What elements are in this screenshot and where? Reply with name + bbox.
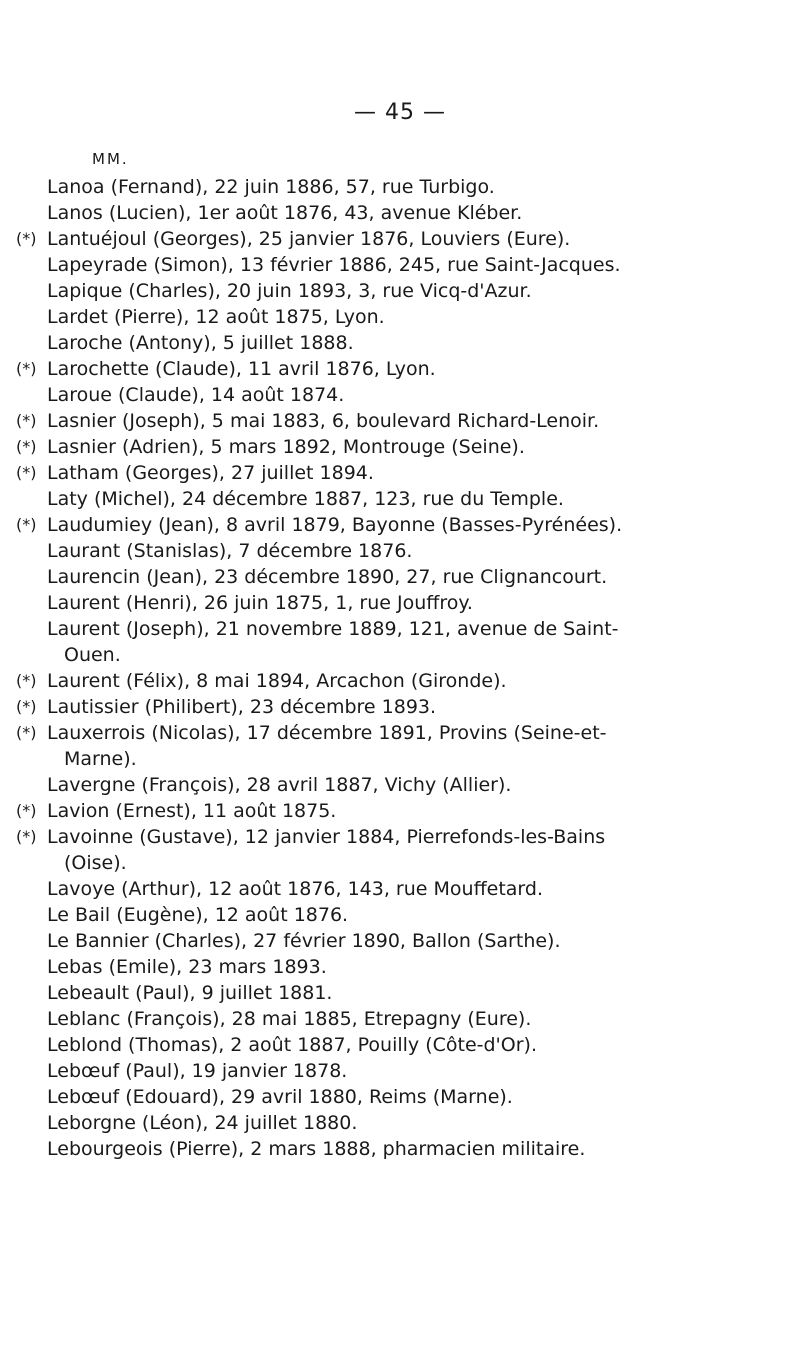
entry-text: Lavion (Ernest), 11 août 1875. (47, 800, 337, 822)
entry-text: Lapique (Charles), 20 juin 1893, 3, rue Vicq-d'Azur. (47, 280, 532, 302)
entry-text: Laty (Michel), 24 décembre 1887, 123, rue du Temple. (47, 488, 564, 510)
list-item (0, 382, 800, 408)
list-item (0, 434, 800, 460)
list-item (0, 1084, 800, 1110)
list-item (0, 564, 800, 590)
entry-text: Lautissier (Philibert), 23 décembre 1893. (47, 696, 437, 718)
entry-text: Laurent (Félix), 8 mai 1894, Arcachon (Gironde). (47, 670, 507, 692)
entry-text: Laurant (Stanislas), 7 décembre 1876. (47, 540, 413, 562)
asterisk-mark: (*) (16, 827, 37, 846)
entry-text: Lapeyrade (Simon), 13 février 1886, 245, rue Saint-Jacques. (47, 254, 621, 276)
list-item (0, 590, 800, 616)
entry-text: Lasnier (Joseph), 5 mai 1883, 6, boulevard Richard-Lenoir. (47, 410, 600, 432)
list-item (0, 668, 800, 694)
list-item (0, 954, 800, 980)
asterisk-mark: (*) (16, 463, 37, 482)
entry-text: Lauxerrois (Nicolas), 17 décembre 1891, Provins (Seine-et- (47, 722, 607, 744)
asterisk-mark: (*) (16, 723, 37, 742)
list-item (0, 200, 800, 226)
asterisk-mark: (*) (16, 359, 37, 378)
entry-text: Lebas (Emile), 23 mars 1893. (47, 956, 327, 978)
entry-text: Lavergne (François), 28 avril 1887, Vichy (Allier). (47, 774, 512, 796)
entry-text: Lasnier (Adrien), 5 mars 1892, Montrouge (Seine). (47, 436, 525, 458)
list-item (0, 642, 800, 668)
asterisk-mark: (*) (16, 411, 37, 430)
list-item (0, 850, 800, 876)
entry-text: Laudumiey (Jean), 8 avril 1879, Bayonne (Basses-Pyrénées). (47, 514, 623, 536)
list-item (0, 330, 800, 356)
asterisk-mark: (*) (16, 697, 37, 716)
entry-text: Lanos (Lucien), 1er août 1876, 43, avenue Kléber. (47, 202, 523, 224)
list-item (0, 538, 800, 564)
entry-text: Latham (Georges), 27 juillet 1894. (47, 462, 374, 484)
entry-text: Lebœuf (Edouard), 29 avril 1880, Reims (Marne). (47, 1086, 513, 1108)
entry-text: Marne). (64, 748, 137, 770)
asterisk-mark: (*) (16, 801, 37, 820)
entry-text: Laroche (Antony), 5 juillet 1888. (47, 332, 354, 354)
list-item (0, 694, 800, 720)
list-item (0, 720, 800, 746)
list-item (0, 408, 800, 434)
list-item (0, 772, 800, 798)
entry-text: Laroue (Claude), 14 août 1874. (47, 384, 345, 406)
entry-text: Lebourgeois (Pierre), 2 mars 1888, pharmacien militaire. (47, 1138, 586, 1160)
list-item (0, 824, 800, 850)
list-item (0, 746, 800, 772)
list-item (0, 1136, 800, 1162)
page-number: — 45 — (354, 100, 446, 125)
list-item (0, 1110, 800, 1136)
entry-text: Lavoye (Arthur), 12 août 1876, 143, rue Mouffetard. (47, 878, 544, 900)
entry-text: Ouen. (64, 644, 121, 666)
entry-text: Lardet (Pierre), 12 août 1875, Lyon. (47, 306, 385, 328)
list-item (0, 1058, 800, 1084)
list-item (0, 928, 800, 954)
entry-text: Lanoa (Fernand), 22 juin 1886, 57, rue Turbigo. (47, 176, 495, 198)
entry-text: Leborgne (Léon), 24 juillet 1880. (47, 1112, 358, 1134)
asterisk-mark: (*) (16, 671, 37, 690)
entry-text: Leblanc (François), 28 mai 1885, Etrepagny (Eure). (47, 1008, 532, 1030)
list-item (0, 1032, 800, 1058)
entry-text: Laurencin (Jean), 23 décembre 1890, 27, rue Clignancourt. (47, 566, 608, 588)
list-item (0, 1006, 800, 1032)
salutation: MM. (92, 150, 129, 168)
asterisk-mark: (*) (16, 515, 37, 534)
list-item (0, 226, 800, 252)
entry-text: Leblond (Thomas), 2 août 1887, Pouilly (Côte-d'Or). (47, 1034, 538, 1056)
list-item (0, 278, 800, 304)
list-item (0, 174, 800, 200)
entry-text: Lavoinne (Gustave), 12 janvier 1884, Pierrefonds-les-Bains (47, 826, 606, 848)
list-item (0, 512, 800, 538)
entry-text: Le Bannier (Charles), 27 février 1890, Ballon (Sarthe). (47, 930, 561, 952)
list-item (0, 304, 800, 330)
asterisk-mark: (*) (16, 437, 37, 456)
entry-text: Laurent (Henri), 26 juin 1875, 1, rue Jouffroy. (47, 592, 473, 614)
list-item (0, 616, 800, 642)
list-item (0, 356, 800, 382)
list-item (0, 252, 800, 278)
list-item (0, 980, 800, 1006)
list-item (0, 486, 800, 512)
entry-text: Le Bail (Eugène), 12 août 1876. (47, 904, 349, 926)
asterisk-mark: (*) (16, 229, 37, 248)
entry-list (0, 174, 800, 1162)
entry-text: Lebeault (Paul), 9 juillet 1881. (47, 982, 333, 1004)
entry-text: Larochette (Claude), 11 avril 1876, Lyon. (47, 358, 436, 380)
list-item (0, 460, 800, 486)
entry-text: Lebœuf (Paul), 19 janvier 1878. (47, 1060, 348, 1082)
list-item (0, 902, 800, 928)
entry-text: (Oise). (64, 852, 127, 874)
entry-text: Lantuéjoul (Georges), 25 janvier 1876, Louviers (Eure). (47, 228, 571, 250)
list-item (0, 876, 800, 902)
entry-text: Laurent (Joseph), 21 novembre 1889, 121, avenue de Saint- (47, 618, 619, 640)
list-item (0, 798, 800, 824)
